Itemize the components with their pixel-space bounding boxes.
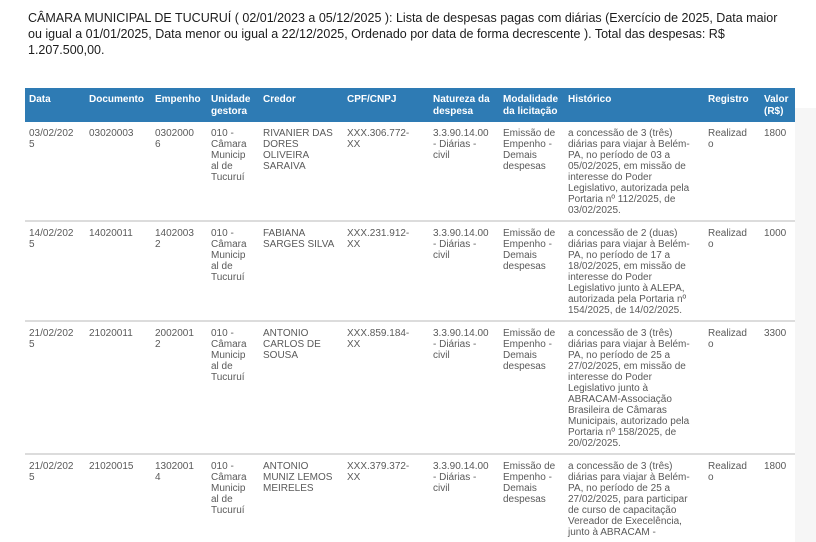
column-header-documento: Documento <box>85 88 151 122</box>
column-header-historico: Histórico <box>564 88 704 122</box>
cell-credor: ANTONIO CARLOS DE SOUSA <box>259 321 343 454</box>
cell-historico: a concessão de 2 (duas) diárias para viajar à Belém-PA, no período de 17 a 18/02/2025, em missão de interesse do Poder Legislativo junto à ALEPA, autorizada pela Portaria nº 154/2025, de 14/02/2025. <box>564 221 704 321</box>
cell-documento: 14020011 <box>85 221 151 321</box>
cell-data: 03/02/2025 <box>29 128 74 150</box>
cell-cpf-cnpj: XXX.379.372-XX <box>343 454 429 542</box>
cell-registro: Realizado <box>704 221 760 321</box>
cell-natureza-despesa: 3.3.90.14.00 - Diárias - civil <box>429 221 499 321</box>
cell-documento: 21020011 <box>85 321 151 454</box>
column-header-credor: Credor <box>259 88 343 122</box>
column-header-unidade-gestora: Unidade gestora <box>207 88 259 122</box>
cell-registro: Realizado <box>708 128 747 150</box>
cell-registro: Realizado <box>704 454 760 542</box>
cell-modalidade-licitacao: Emissão de Empenho - Demais despesas <box>499 321 564 454</box>
column-header-natureza-despesa: Natureza da despesa <box>429 88 499 122</box>
table-row <box>25 321 795 454</box>
cell-credor: ANTONIO MUNIZ LEMOS MEIRELES <box>259 454 343 542</box>
cell-documento: 21020015 <box>85 454 151 542</box>
cell-empenho: 13020014 <box>151 454 207 542</box>
cell-empenho: 20020012 <box>151 321 207 454</box>
cell-cpf-cnpj: XXX.231.912-XX <box>343 221 429 321</box>
cell-historico: a concessão de 3 (três) diárias para viajar à Belém-PA, no período de 25 a 27/02/2025, em missão de interesse do Poder Legislativo junto à ABRACAM-Associação Brasileira de Câmaras Municipais, autorizado pela Portaria nº 158/2025, de 20/02/2025. <box>564 321 704 454</box>
cell-modalidade-licitacao: Emissão de Empenho - Demais despesas <box>499 454 564 542</box>
cell-cpf-cnpj: XXX.306.772-XX <box>347 128 410 150</box>
cell-documento: 03020003 <box>89 128 134 139</box>
cell-valor: 1000 <box>760 221 795 321</box>
cell-data: 14/02/2025 <box>25 221 85 321</box>
cell-data: 21/02/2025 <box>25 454 85 542</box>
column-header-cpf-cnpj: CPF/CNPJ <box>343 88 429 122</box>
table-body <box>25 122 795 542</box>
column-header-registro: Registro <box>704 88 760 122</box>
table-row <box>25 221 795 321</box>
cell-credor: FABIANA SARGES SILVA <box>259 221 343 321</box>
cell-data: 21/02/2025 <box>25 321 85 454</box>
cell-credor: RIVANIER DAS DORES OLIVEIRA SARAIVA <box>263 128 333 172</box>
expenses-table <box>25 88 795 542</box>
cell-modalidade-licitacao: Emissão de Empenho - Demais despesas <box>503 128 556 172</box>
cell-natureza-despesa: 3.3.90.14.00 - Diárias - civil <box>429 454 499 542</box>
column-header-valor: Valor (R$) <box>760 88 795 122</box>
cell-registro: Realizado <box>704 321 760 454</box>
cell-empenho: 03020006 <box>155 128 194 150</box>
cell-unidade-gestora: 010 - Câmara Municipal de Tucuruí <box>207 321 259 454</box>
cell-historico: a concessão de 3 (três) diárias para viajar à Belém-PA, no período de 03 a 05/02/2025, em missão de interesse do Poder Legislativo, autorizada pela Portaria nº 112/2025, de 03/02/2025. <box>568 128 690 216</box>
cell-unidade-gestora: 010 - Câmara Municipal de Tucuruí <box>211 128 247 183</box>
cell-natureza-despesa: 3.3.90.14.00 - Diárias - civil <box>433 128 489 161</box>
column-header-empenho: Empenho <box>151 88 207 122</box>
cell-cpf-cnpj: XXX.859.184-XX <box>343 321 429 454</box>
cell-unidade-gestora: 010 - Câmara Municipal de Tucuruí <box>207 221 259 321</box>
cell-historico: a concessão de 3 (três) diárias para viajar à Belém-PA, no período de 25 a 27/02/2025, para participar de curso de capacitação Vereador de Execelência, junto à ABRACAM - <box>564 454 704 542</box>
cell-valor: 1800 <box>764 128 787 139</box>
right-gutter <box>795 108 816 542</box>
cell-unidade-gestora: 010 - Câmara Municipal de Tucuruí <box>207 454 259 542</box>
column-header-data: Data <box>25 88 85 122</box>
cell-empenho: 14020032 <box>151 221 207 321</box>
cell-valor: 1800 <box>760 454 795 542</box>
cell-natureza-despesa: 3.3.90.14.00 - Diárias - civil <box>429 321 499 454</box>
table-header <box>25 88 795 122</box>
column-header-modalidade-licitacao: Modalidade da licitação <box>499 88 564 122</box>
cell-valor: 3300 <box>760 321 795 454</box>
page-title: CÂMARA MUNICIPAL DE TUCURUÍ ( 02/01/2023 a 05/12/2025 ): Lista de despesas pagas com diárias (Exercício de 2025, Data maior ou igual a 01/01/2025, Data menor ou igual a 22/12/2025, Ordenado por data de forma decrescente ). Total das despesas: R$ 1.207.500,00. <box>28 11 778 57</box>
table-row <box>25 454 795 542</box>
table-row <box>25 122 795 221</box>
cell-modalidade-licitacao: Emissão de Empenho - Demais despesas <box>499 221 564 321</box>
table-header-row <box>25 88 795 122</box>
